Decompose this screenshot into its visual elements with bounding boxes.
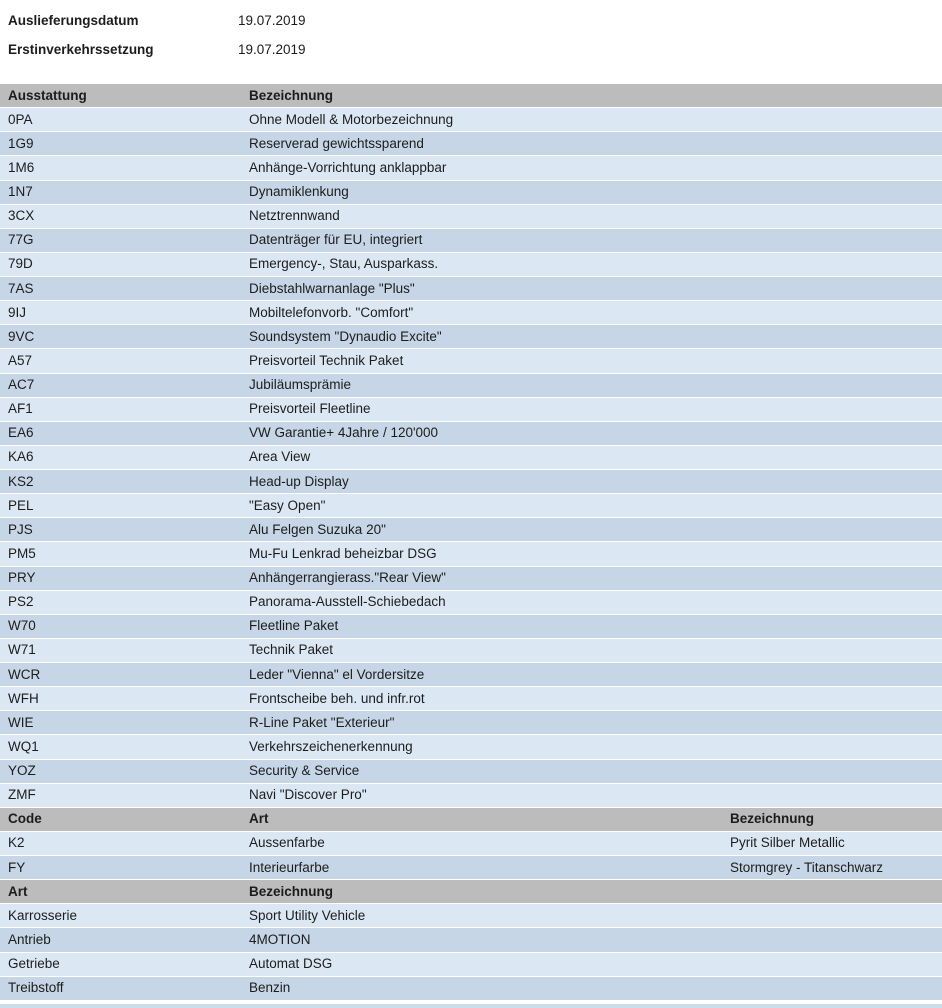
cell-col1: WCR	[8, 666, 41, 682]
table-row	[0, 591, 942, 615]
info-label: Erstinverkehrssetzung	[8, 42, 154, 57]
spec-rows	[0, 904, 942, 1001]
cell-col1: KA6	[8, 449, 34, 465]
cell-col1: Karrosserie	[8, 907, 78, 923]
table-row	[0, 977, 942, 1001]
cell-col2: Alu Felgen Suzuka 20"	[249, 521, 386, 537]
cell-col1: K2	[8, 835, 25, 851]
cell-col3: Stormgrey - Titanschwarz	[730, 859, 884, 875]
spec-tables	[0, 84, 942, 1008]
cell-col2: Anhänge-Vorrichtung anklappbar	[249, 159, 447, 175]
table-row	[0, 760, 942, 784]
table-row	[0, 687, 942, 711]
cell-col1: 9IJ	[8, 304, 27, 320]
table-row	[0, 277, 942, 301]
table-row	[0, 928, 942, 952]
cell-col1: AC7	[8, 377, 35, 393]
cell-col2: Ohne Modell & Motorbezeichnung	[249, 111, 454, 127]
cell-col1: Treibstoff	[8, 980, 64, 996]
info-row	[8, 6, 942, 35]
cell-col1: PEL	[8, 497, 34, 513]
table-row	[0, 301, 942, 325]
table-row	[0, 181, 942, 205]
cell-col1: YOZ	[8, 763, 36, 779]
table-row	[0, 542, 942, 566]
cell-col1: 9VC	[8, 328, 35, 344]
table-row	[0, 422, 942, 446]
info-value: 19.07.2019	[238, 42, 306, 57]
table-row	[0, 784, 942, 808]
table-row	[0, 349, 942, 373]
cell-col2: Mu-Fu Lenkrad beheizbar DSG	[249, 545, 437, 561]
cell-col1: Antrieb	[8, 931, 51, 947]
cell-col2: Soundsystem "Dynaudio Excite"	[249, 328, 442, 344]
cell-col1: WFH	[8, 690, 39, 706]
cell-col2: Panorama-Ausstell-Schiebedach	[249, 594, 446, 610]
spec-header-row	[0, 880, 942, 904]
cell-col1: 7AS	[8, 280, 34, 296]
cell-col2: Security & Service	[249, 763, 360, 779]
equipment-header-row	[0, 84, 942, 108]
equipment-rows	[0, 108, 942, 808]
table-row	[0, 253, 942, 277]
spec-header-art: Art	[8, 883, 28, 899]
table-row	[0, 953, 942, 977]
cell-col2: Datenträger für EU, integriert	[249, 232, 423, 248]
cell-col2: Jubiläumsprämie	[249, 377, 352, 393]
table-row	[0, 518, 942, 542]
cell-col1: 1N7	[8, 184, 33, 200]
color-header-row	[0, 808, 942, 832]
cell-col1: EA6	[8, 425, 34, 441]
table-row	[0, 325, 942, 349]
cell-col2: 4MOTION	[249, 931, 311, 947]
table-row	[0, 639, 942, 663]
info-value: 19.07.2019	[238, 13, 306, 28]
info-row	[8, 35, 942, 64]
table-row	[0, 856, 942, 880]
cell-col1: KS2	[8, 473, 34, 489]
cell-col2: Netztrennwand	[249, 208, 340, 224]
table-row	[0, 567, 942, 591]
cell-col1: PS2	[8, 594, 34, 610]
cell-col1: 1G9	[8, 135, 34, 151]
next-row-sliver	[0, 1004, 942, 1008]
table-row	[0, 156, 942, 180]
cell-col2: Automat DSG	[249, 956, 333, 972]
cell-col2: Preisvorteil Fleetline	[249, 401, 371, 417]
cell-col3: Pyrit Silber Metallic	[730, 835, 845, 851]
table-row	[0, 904, 942, 928]
cell-col2: Frontscheibe beh. und infr.rot	[249, 690, 425, 706]
spec-header-bezeichnung: Bezeichnung	[249, 883, 334, 899]
cell-col1: 3CX	[8, 208, 35, 224]
cell-col1: Getriebe	[8, 956, 60, 972]
equipment-header-name: Bezeichnung	[249, 87, 334, 103]
cell-col2: Navi "Discover Pro"	[249, 787, 367, 803]
cell-col2: Preisvorteil Technik Paket	[249, 352, 404, 368]
cell-col2: Dynamiklenkung	[249, 184, 349, 200]
cell-col1: PRY	[8, 570, 36, 586]
cell-col1: ZMF	[8, 787, 36, 803]
cell-col2: VW Garantie+ 4Jahre / 120'000	[249, 425, 439, 441]
cell-col2: Reserverad gewichtssparend	[249, 135, 424, 151]
table-row	[0, 735, 942, 759]
cell-col1: PJS	[8, 521, 33, 537]
cell-col1: 1M6	[8, 159, 35, 175]
table-row	[0, 615, 942, 639]
info-label: Auslieferungsdatum	[8, 13, 139, 28]
table-row	[0, 374, 942, 398]
table-row	[0, 470, 942, 494]
cell-col1: FY	[8, 859, 26, 875]
cell-col1: W70	[8, 618, 36, 634]
color-header-bezeichnung: Bezeichnung	[730, 811, 815, 827]
table-row	[0, 446, 942, 470]
color-header-art: Art	[249, 811, 269, 827]
cell-col2: Benzin	[249, 980, 291, 996]
table-row	[0, 398, 942, 422]
table-row	[0, 205, 942, 229]
table-row	[0, 132, 942, 156]
cell-col2: Area View	[249, 449, 311, 465]
table-row	[0, 663, 942, 687]
cell-col2: "Easy Open"	[249, 497, 326, 513]
cell-col1: WQ1	[8, 738, 39, 754]
cell-col2: Diebstahlwarnanlage "Plus"	[249, 280, 415, 296]
cell-col2: Leder "Vienna" el Vordersitze	[249, 666, 425, 682]
color-rows	[0, 832, 942, 880]
cell-col1: 77G	[8, 232, 34, 248]
cell-col2: Sport Utility Vehicle	[249, 907, 366, 923]
cell-col2: Fleetline Paket	[249, 618, 339, 634]
registration-info	[8, 6, 942, 64]
cell-col1: PM5	[8, 545, 36, 561]
equipment-header-code: Ausstattung	[8, 87, 87, 103]
cell-col2: Verkehrszeichenerkennung	[249, 738, 413, 754]
cell-col1: 79D	[8, 256, 33, 272]
table-row	[0, 229, 942, 253]
table-row	[0, 108, 942, 132]
cell-col2: R-Line Paket "Exterieur"	[249, 714, 395, 730]
cell-col1: AF1	[8, 401, 33, 417]
table-row	[0, 832, 942, 856]
cell-col1: W71	[8, 642, 36, 658]
cell-col2: Head-up Display	[249, 473, 349, 489]
cell-col1: 0PA	[8, 111, 33, 127]
cell-col2: Emergency-, Stau, Ausparkass.	[249, 256, 439, 272]
cell-col2: Technik Paket	[249, 642, 334, 658]
cell-col2: Anhängerrangierass."Rear View"	[249, 570, 446, 586]
cell-col1: WIE	[8, 714, 34, 730]
cell-col2: Mobiltelefonvorb. "Comfort"	[249, 304, 414, 320]
color-header-code: Code	[8, 811, 42, 827]
cell-col2: Aussenfarbe	[249, 835, 325, 851]
table-row	[0, 494, 942, 518]
cell-col1: A57	[8, 352, 33, 368]
table-row	[0, 711, 942, 735]
cell-col2: Interieurfarbe	[249, 859, 330, 875]
